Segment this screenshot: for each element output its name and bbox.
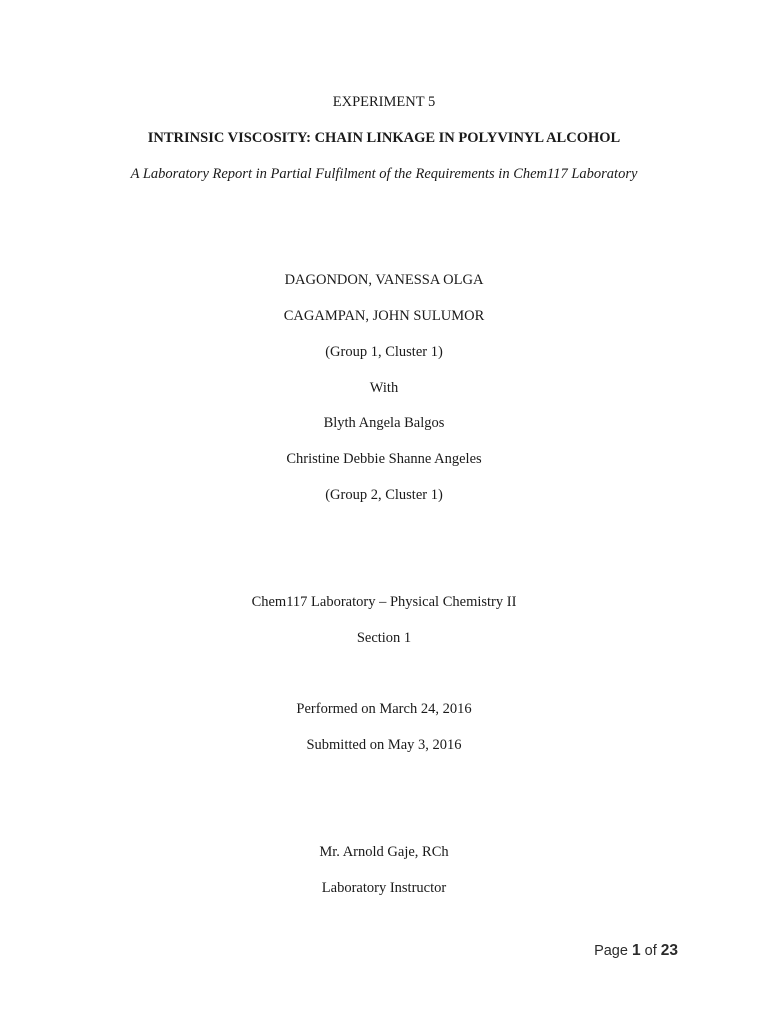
report-title: INTRINSIC VISCOSITY: CHAIN LINKAGE IN POLYVINYL ALCOHOL xyxy=(147,130,621,146)
of-word: of xyxy=(644,943,657,959)
experiment-number: EXPERIMENT 5 xyxy=(332,94,436,110)
author-group: (Group 1, Cluster 1) xyxy=(325,344,443,360)
author-2: CAGAMPAN, JOHN SULUMOR xyxy=(283,308,485,324)
current-page-number: 1 xyxy=(631,942,641,959)
total-pages-number: 23 xyxy=(660,942,678,959)
submitted-date: Submitted on May 3, 2016 xyxy=(306,737,462,753)
partner-group: (Group 2, Cluster 1) xyxy=(325,487,443,503)
course-name: Chem117 Laboratory – Physical Chemistry II xyxy=(251,594,517,610)
instructor-role: Laboratory Instructor xyxy=(321,880,447,896)
author-1: DAGONDON, VANESSA OLGA xyxy=(284,272,484,288)
partner-2: Christine Debbie Shanne Angeles xyxy=(286,451,482,467)
instructor-name: Mr. Arnold Gaje, RCh xyxy=(319,844,449,860)
page-footer xyxy=(594,942,678,960)
page-word: Page xyxy=(594,943,628,959)
partner-1: Blyth Angela Balgos xyxy=(323,415,445,431)
report-subtitle: A Laboratory Report in Partial Fulfilment of the Requirements in Chem117 Laboratory xyxy=(130,166,638,182)
section: Section 1 xyxy=(356,630,412,646)
with-label: With xyxy=(369,380,399,396)
performed-date: Performed on March 24, 2016 xyxy=(296,701,472,717)
